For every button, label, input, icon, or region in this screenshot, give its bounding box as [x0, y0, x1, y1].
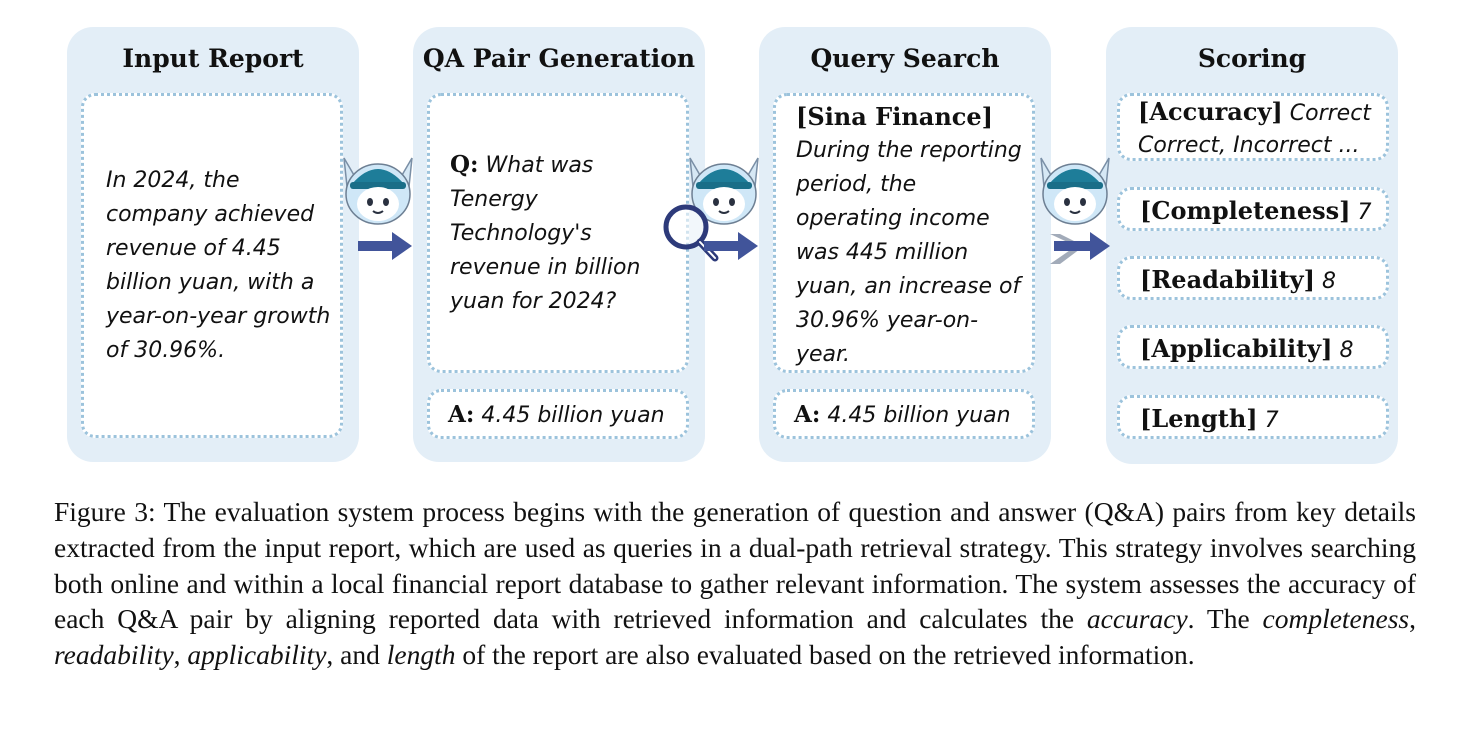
robot-icon: [1035, 150, 1115, 230]
search-result-text: [796, 100, 1028, 372]
caption-text: ,: [1409, 603, 1416, 635]
answer-label: A:: [448, 401, 475, 428]
caption-emphasis: readability: [54, 639, 174, 671]
caption-emphasis: accuracy: [1086, 603, 1188, 635]
score-readability: [1117, 256, 1389, 300]
answer-label: A:: [794, 401, 821, 428]
answer-body: 4.45 billion yuan: [481, 403, 665, 428]
query-search-panel: [759, 27, 1051, 462]
caption-text: . The: [1187, 603, 1263, 635]
arrow-right-icon: [704, 230, 760, 262]
robot-icon: [338, 150, 418, 230]
search-answer-card: [773, 389, 1035, 439]
panel-title: Input Report: [122, 44, 304, 73]
panel-title: Scoring: [1197, 44, 1307, 73]
panel-title: QA Pair Generation: [422, 44, 696, 73]
score-value: 7: [1264, 408, 1279, 433]
score-value: 7: [1357, 200, 1372, 225]
question-label: Q:: [450, 151, 479, 178]
panel-title: Query Search: [810, 44, 1000, 73]
caption-text: , and: [326, 639, 387, 671]
caption-emphasis: applicability: [187, 639, 327, 671]
score-label: [Accuracy]: [1138, 97, 1283, 126]
score-value-options: Correct, Incorrect ...: [1138, 133, 1360, 158]
score-length: [1117, 395, 1389, 439]
answer-body: 4.45 billion yuan: [827, 403, 1011, 428]
answer-card: [427, 389, 689, 439]
score-label: [Length]: [1140, 404, 1258, 433]
score-completeness: [1117, 187, 1389, 231]
score-value: 8: [1339, 338, 1354, 363]
question-text: [450, 148, 675, 319]
input-report-text: In 2024, the company achieved revenue of 4.45 billion yuan, with a year-on-year growth of 30.96%.: [106, 168, 331, 363]
score-label: [Readability]: [1140, 265, 1315, 294]
arrow-right-icon: [1046, 224, 1112, 270]
caption-emphasis: completeness: [1262, 603, 1410, 635]
score-label: [Completeness]: [1140, 196, 1351, 225]
search-source: [Sina Finance]: [796, 102, 994, 131]
figure-caption: [54, 494, 1416, 673]
caption-text: of the report are also evaluated based on the retrieved information.: [455, 639, 1195, 671]
score-accuracy: [1117, 93, 1389, 161]
input-report-card: [81, 93, 343, 438]
search-result-card: [773, 93, 1035, 373]
caption-emphasis: length: [386, 639, 456, 671]
score-value: Correct: [1289, 101, 1371, 126]
input-report-panel: [67, 27, 359, 462]
arrow-right-icon: [358, 230, 414, 262]
question-card: [427, 93, 689, 373]
search-result-body: During the reporting period, the operating income was 445 million yuan, an increase of 30.96% year-on-year.: [796, 138, 1022, 367]
score-value: 8: [1321, 269, 1336, 294]
score-label: [Applicability]: [1140, 334, 1333, 363]
question-body: What was Tenergy Technology's revenue in billion yuan for 2024?: [450, 153, 641, 314]
score-applicability: [1117, 325, 1389, 369]
scoring-panel: [1106, 27, 1398, 464]
caption-text: Figure 3: The evaluation system process begins with the generation of question and answer (Q&A) pairs from key details extracted from the input report, which are used as queries in a dual-path retrieval strategy. This strategy involves searching both online and within a local financial report database to gather relevant information. The system assesses the accuracy of each Q&A pair by aligning reported data with retrieved information and calculates the: [54, 496, 1416, 635]
caption-text: ,: [173, 639, 188, 671]
